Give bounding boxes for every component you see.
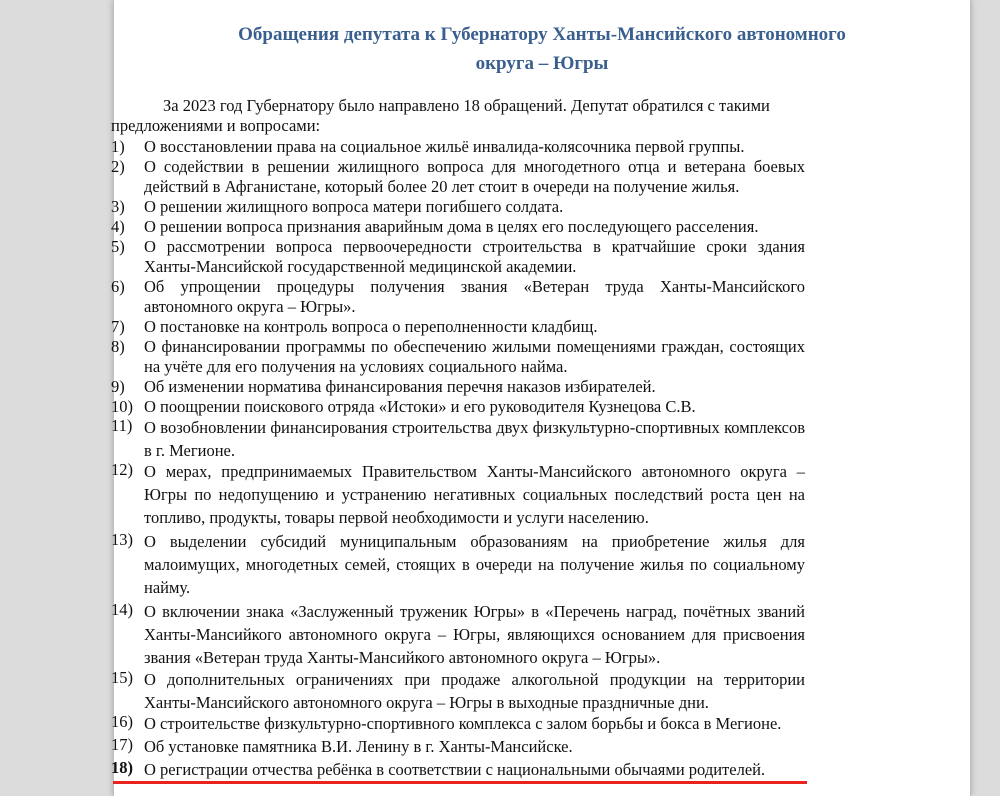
list-item-text: О решении жилищного вопроса матери погибшего солдата. (144, 197, 564, 216)
list-item-number: 17) (111, 735, 133, 754)
list-item-number: 13) (111, 530, 133, 549)
list-item-text: О восстановлении права на социальное жильё инвалида-колясочника первой группы. (144, 137, 745, 156)
list-item-text: О содействии в решении жилищного вопроса для многодетного отца и ветерана боевых действий в Афганистане, который более 20 лет стоит в очереди на получение жилья. (144, 157, 805, 196)
list-item-text: О дополнительных ограничениях при продаже алкогольной продукции на территории Ханты-Мансийского автономного округа – Югры в выходные праздничные дни. (144, 670, 805, 712)
list-item-number: 12) (111, 460, 133, 479)
list-item-number: 8) (111, 337, 125, 356)
list-item-number: 11) (111, 416, 133, 435)
list-item-number: 4) (111, 217, 125, 236)
list-item-number: 14) (111, 600, 133, 619)
list-item-text: О возобновлении финансирования строительства двух физкультурно-спортивных комплексов в г. Мегионе. (144, 418, 805, 460)
list-item-text: Об установке памятника В.И. Ленину в г. Ханты-Мансийске. (144, 737, 573, 756)
list-item-number: 2) (111, 157, 125, 176)
intro-line-1: За 2023 год Губернатору было направлено 18 обращений. Депутат обратился с такими (163, 96, 770, 115)
list-item-number: 6) (111, 277, 125, 296)
list-item-text: О рассмотрении вопроса первоочередности строительства в кратчайшие сроки здания Ханты-Мансийской государственной медицинской академии. (144, 237, 805, 276)
list-item-text: О выделении субсидий муниципальным образованиям на приобретение жилья для малоимущих, многодетных семей, стоящих в очереди на получение жилья по социальному найму. (144, 532, 805, 597)
list-item-text: Об упрощении процедуры получения звания «Ветеран труда Ханты-Мансийского автономного округа – Югры». (144, 277, 805, 316)
list-item-text: О мерах, предпринимаемых Правительством Ханты-Мансийского автономного округа – Югры по недопущению и устранению негативных социальных последствий роста цен на топливо, продукты, товары первой необходимости и услуги населению. (144, 462, 805, 527)
list-item-number: 5) (111, 237, 125, 256)
list-item-number: 16) (111, 712, 133, 731)
list-item-text: О регистрации отчества ребёнка в соответствии с национальными обычаями родителей. (144, 760, 766, 779)
list-item-text: О постановке на контроль вопроса о переполненности кладбищ. (144, 317, 598, 336)
list-item-text: Об изменении норматива финансирования перечня наказов избирателей. (144, 377, 656, 396)
highlight-underline (113, 781, 807, 784)
list-item-number: 1) (111, 137, 125, 156)
list-item-text: О включении знака «Заслуженный труженик Югры» в «Перечень наград, почётных званий Ханты-Мансийкого автономного округа – Югры, являющихся основанием для присвоения звания «Ветеран труда Ханты-Мансийкого автономного округа – Югры». (144, 602, 805, 667)
page-title (114, 20, 970, 78)
list-item-text: О финансировании программы по обеспечению жилыми помещениями граждан, состоящих на учёте для его получения на условиях социального найма. (144, 337, 805, 376)
list-item-number: 7) (111, 317, 125, 336)
list-item-number: 10) (111, 397, 133, 416)
list-item-number: 3) (111, 197, 125, 216)
title-line-1: Обращения депутата к Губернатору Ханты-Мансийского автономного (238, 24, 846, 45)
list-item-number: 18) (111, 758, 133, 777)
title-line-2: округа – Югры (475, 53, 609, 74)
list-item-number: 9) (111, 377, 125, 396)
list-item-text: О поощрении поискового отряда «Истоки» и его руководителя Кузнецова С.В. (144, 397, 696, 416)
intro-line-2: предложениями и вопросами: (111, 116, 321, 135)
list-item-text: О решении вопроса признания аварийным дома в целях его последующего расселения. (144, 217, 759, 236)
list-item-number: 15) (111, 668, 133, 687)
list-item-text: О строительстве физкультурно-спортивного комплекса с залом борьбы и бокса в Мегионе. (144, 714, 782, 733)
